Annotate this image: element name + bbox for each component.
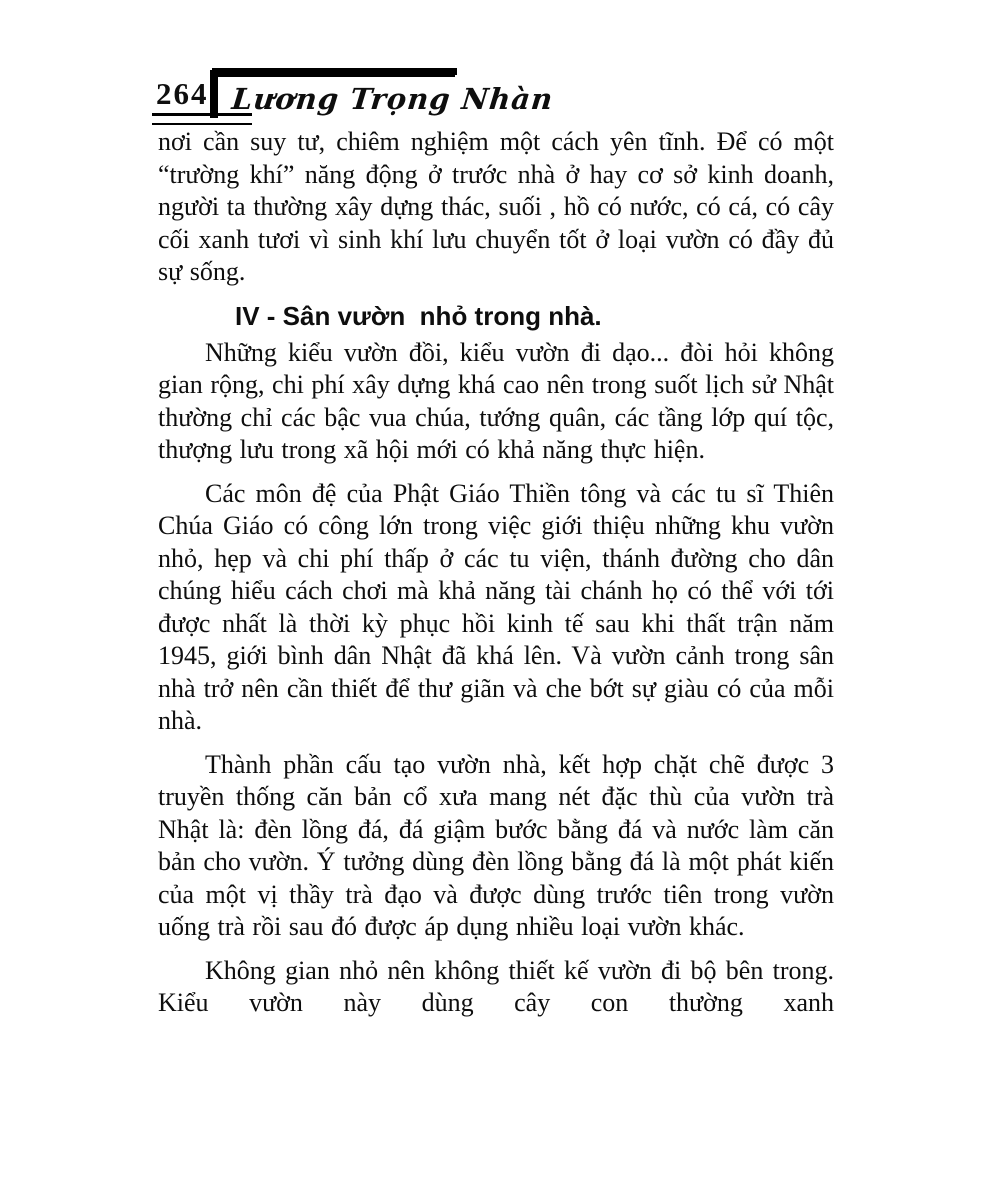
paragraph-continuation: nơi cần suy tư, chiêm nghiệm một cách yên tĩnh. Để có một “trường khí” năng động ở trước nhà ở hay cơ sở kinh doanh, người ta thường xây dựng thác, suối , hồ có nước, có cá, có cây cối xanh tươi vì sinh khí lưu chuyển tốt ở loại vườn có đầy đủ sự sống. [158,127,834,286]
paragraph: Các môn đệ của Phật Giáo Thiền tông và các tu sĩ Thiên Chúa Giáo có công lớn trong việc giới thiệu những khu vườn nhỏ, hẹp và chi phí thấp ở các tu viện, thánh đường cho dân chúng hiểu cách chơi mà khả năng tài chánh họ có thể với tới được nhất là thời kỳ phục hồi kinh tế sau khi thất trận năm 1945, giới bình dân Nhật đã khá lên. Và vườn cảnh trong sân nhà trở nên cần thiết để thư giãn và che bớt sự giàu có của mỗi nhà. [158,478,834,735]
author-name: Lương Trọng Nhàn [230,82,556,116]
paragraph: Thành phần cấu tạo vườn nhà, kết hợp chặt chẽ được 3 truyền thống căn bản cổ xưa mang nét đặc thù của vườn trà Nhật là: đèn lồng đá, đá giậm bước bằng đá và nước làm căn bản cho vườn. Ý tưởng dùng đèn lồng bằng đá là một phát kiến của một vị thầy trà đạo và được dùng trước tiên trong vườn uống trà rồi sau đó được áp dụng nhiều loại vườn khác. [158,749,834,941]
section-heading: IV - Sân vườn nhỏ trong nhà. [235,300,602,331]
page-number: 264 [156,76,209,111]
paragraph: Những kiểu vườn đồi, kiểu vườn đi dạo... đòi hỏi không gian rộng, chi phí xây dựng khá cao nên trong suốt lịch sử Nhật thường chỉ các bậc vua chúa, tướng quân, các tầng lớp quí tộc, thượng lưu trong xã hội mới có khả năng thực hiện. [158,337,834,464]
header-rule-horizontal [210,70,455,77]
page-body [158,126,834,1020]
paragraph-incomplete: Không gian nhỏ nên không thiết kế vườn đi bộ bên trong. Kiểu vườn này dùng cây con thường xanh [158,955,834,1017]
header-rule-vertical [210,70,218,118]
page-header [0,0,1008,130]
